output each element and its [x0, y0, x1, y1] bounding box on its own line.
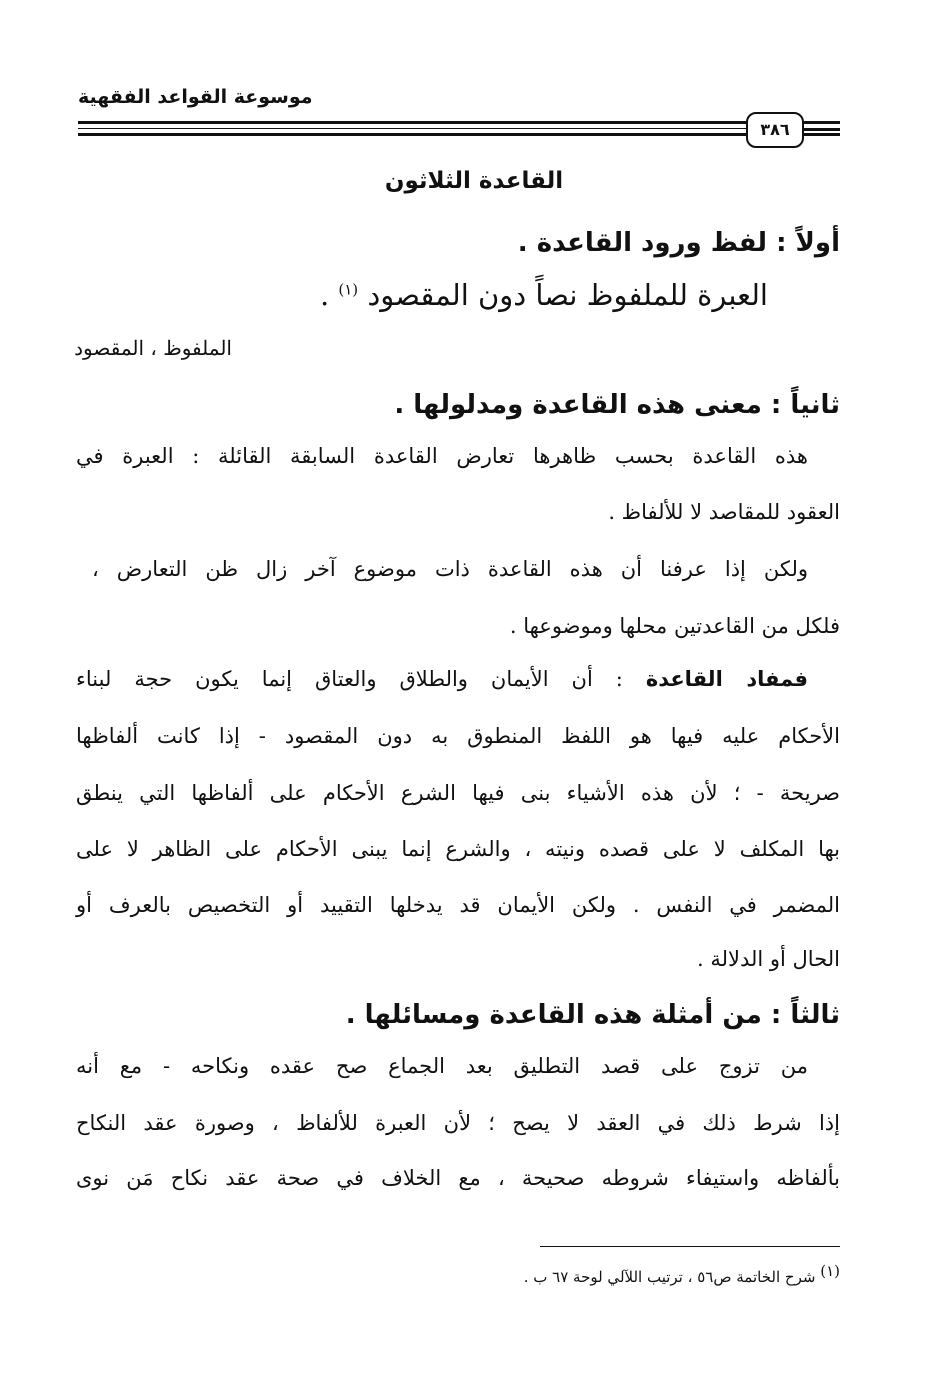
- header-rule-top: [78, 121, 840, 124]
- body-line: ولكن إذا عرفنا أن هذه القاعدة ذات موضوع آخر زال ظن التعارض ،: [92, 557, 808, 581]
- rule-statement-text: العبرة للملفوظ نصاً دون المقصود: [367, 278, 768, 312]
- body-line: الحال أو الدلالة .: [696, 947, 840, 971]
- fayda-label: فمفاد القاعدة: [645, 667, 808, 691]
- running-header-title: موسوعة القواعد الفقهية: [78, 86, 313, 108]
- footnote-reference: (١): [338, 280, 359, 299]
- fayda-text: : أن الأيمان والطلاق والعتاق إنما يكون حجة لبناء: [76, 667, 646, 691]
- header-rule-bottom: [78, 133, 840, 136]
- rule-statement: [320, 278, 768, 312]
- rule-statement-end: .: [319, 278, 330, 312]
- body-line: فلكل من القاعدتين محلها وموضوعها .: [509, 614, 840, 638]
- keywords: الملفوظ ، المقصود: [74, 336, 232, 360]
- body-line: هذه القاعدة بحسب ظاهرها تعارض القاعدة السابقة القائلة : العبرة في: [76, 444, 808, 468]
- body-line: بها المكلف لا على قصده ونيته ، والشرع إنما يبنى الأحكام على الظاهر لا على: [76, 837, 840, 861]
- body-line: العقود للمقاصد لا للألفاظ .: [608, 500, 840, 524]
- footnote: [524, 1262, 840, 1286]
- body-line: المضمر في النفس . ولكن الأيمان قد يدخلها التقييد أو التخصيص بالعرف أو: [76, 893, 840, 917]
- chapter-title: القاعدة الثلاثون: [384, 168, 564, 194]
- body-line: [76, 667, 808, 691]
- footnote-separator: [540, 1246, 840, 1247]
- section-heading-1: أولاً : لفظ ورود القاعدة .: [517, 228, 840, 258]
- footnote-text: شرح الخاتمة ص٥٦ ، ترتيب اللآلي لوحة ٦٧ ب .: [523, 1268, 821, 1286]
- section-heading-3: ثالثاً : من أمثلة هذه القاعدة ومسائلها .: [345, 1000, 840, 1030]
- body-line: بألفاظه واستيفاء شروطه صحيحة ، مع الخلاف في صحة عقد نكاح مَن نوى: [76, 1166, 840, 1190]
- header-rule-middle: [78, 128, 840, 129]
- header-rule-right: [800, 121, 840, 135]
- body-line: صريحة - ؛ لأن هذه الأشياء بنى فيها الشرع الأحكام على ألفاظها التي ينطق: [76, 781, 840, 805]
- body-line: من تزوج على قصد التطليق بعد الجماع صح عقده ونكاحه - مع أنه: [76, 1054, 808, 1078]
- body-line: الأحكام عليه فيها هو اللفظ المنطوق به دون المقصود - إذا كانت ألفاظها: [76, 724, 840, 748]
- footnote-number: (١): [820, 1262, 840, 1280]
- section-heading-2: ثانياً : معنى هذه القاعدة ومدلولها .: [394, 390, 840, 420]
- body-line: إذا شرط ذلك في العقد لا يصح ؛ لأن العبرة للألفاظ ، وصورة عقد النكاح: [76, 1111, 840, 1135]
- page-number: ٣٨٦: [746, 112, 804, 148]
